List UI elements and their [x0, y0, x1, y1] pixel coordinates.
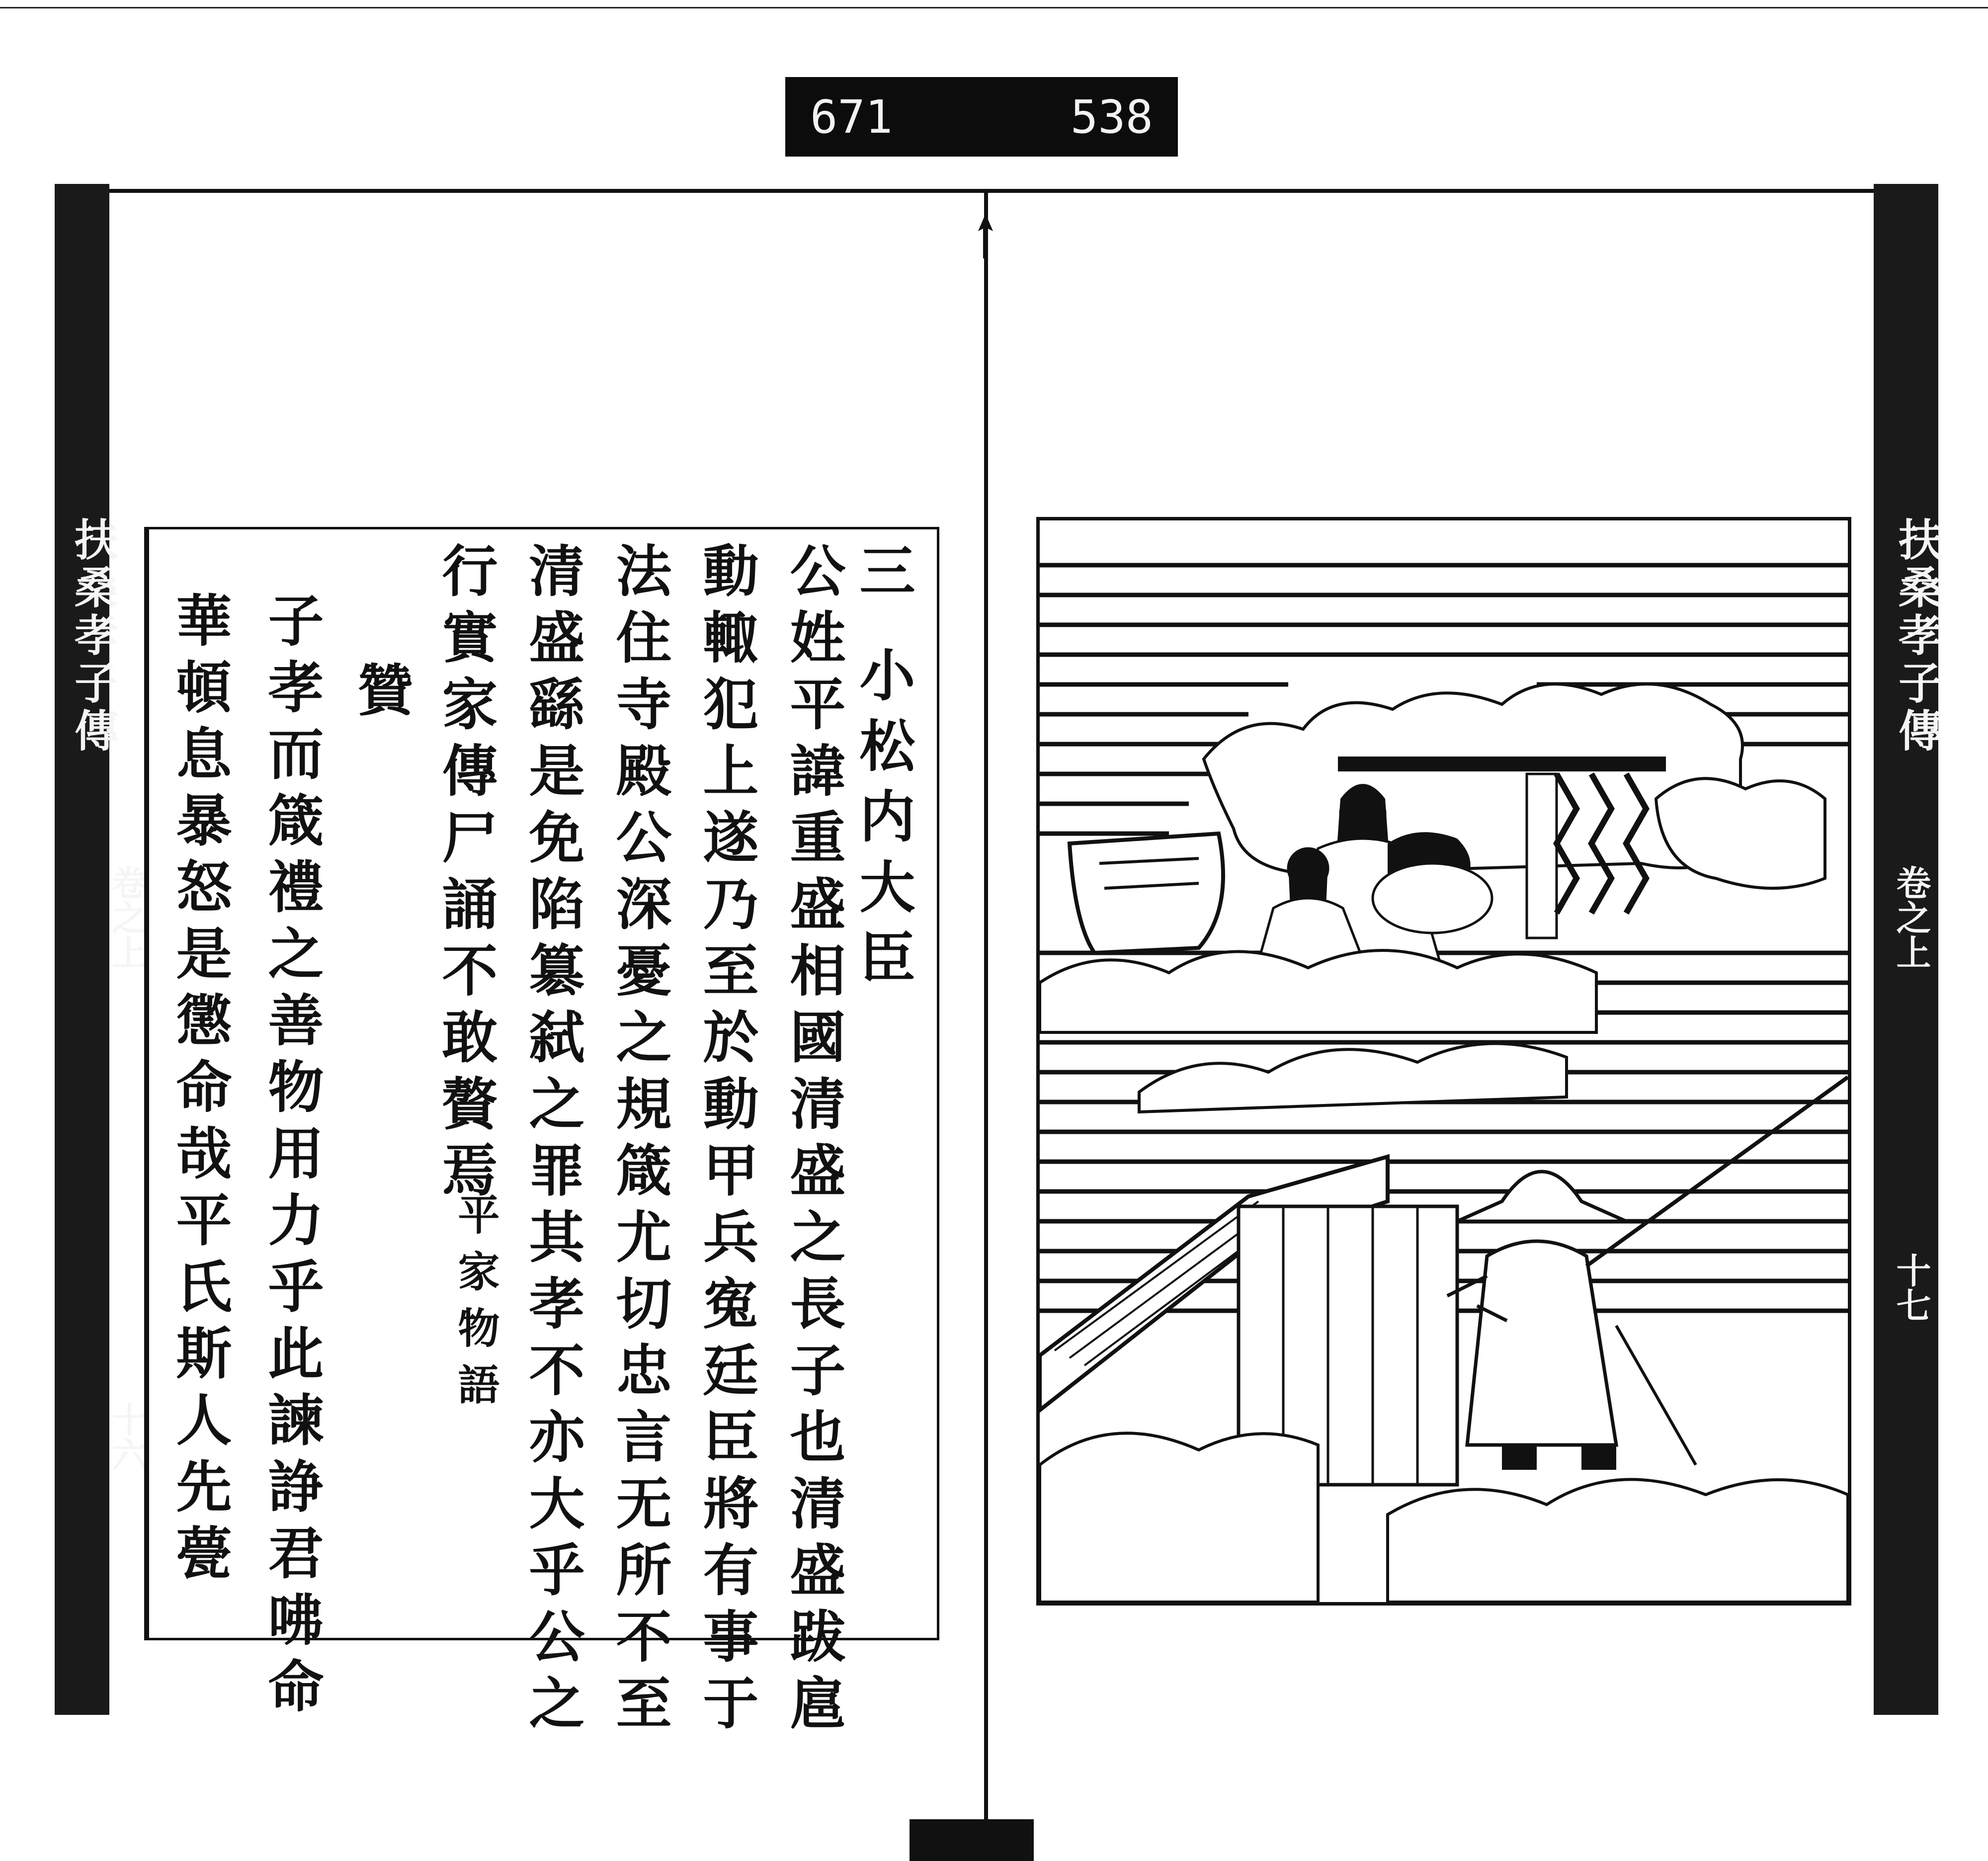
right-margin-book-title: 扶桑孝子傳: [1892, 517, 1943, 756]
text-column-1: 公姓平諱重盛相國清盛之長子也清盛跋扈: [781, 542, 846, 1741]
source-citation: 平家物語: [451, 1193, 500, 1420]
top-rule: [0, 0, 1988, 8]
text-column-2: 動輙犯上遂乃至於動甲兵寃廷臣將有事于: [694, 542, 759, 1741]
left-margin-book-title: 扶桑孝子傳: [68, 517, 119, 756]
left-margin-page-number: 十六: [106, 1402, 148, 1471]
catalog-number-right: 538: [1070, 90, 1153, 144]
entry-title: 小松内大臣: [850, 646, 915, 999]
praise-column-1: 子孝而箴禮之善物用力乎此諫諍君咈命: [259, 592, 324, 1724]
right-margin-volume: 卷之上: [1891, 865, 1932, 969]
illustration-drawing: [1040, 520, 1848, 1602]
left-page-edge: [55, 184, 109, 1715]
text-column-4: 清盛繇是免陷簒弑之罪其孝不亦大乎公之: [520, 542, 585, 1741]
praise-column-2: 華頓息暴怒是懲命哉平氏斯人先甍: [167, 592, 232, 1591]
catalog-number-left: 671: [810, 90, 893, 144]
entry-number: 三: [850, 542, 915, 608]
right-margin-page-number: 十七: [1891, 1253, 1932, 1322]
center-gutter: [984, 189, 988, 1839]
text-column-3: 法住寺殿公深憂之規箴尤切忠言无所不至: [607, 542, 672, 1741]
left-margin-volume: 卷之上: [106, 865, 148, 969]
text-column-5: 行實家傳尸誦不敢贅焉: [433, 542, 498, 1208]
gutter-foot-block: [910, 1819, 1034, 1861]
catalog-number-plate: [785, 77, 1178, 157]
woodblock-illustration: [1036, 517, 1851, 1606]
fishtail-mark-icon: [973, 214, 998, 258]
praise-heading: 贊: [348, 661, 414, 728]
